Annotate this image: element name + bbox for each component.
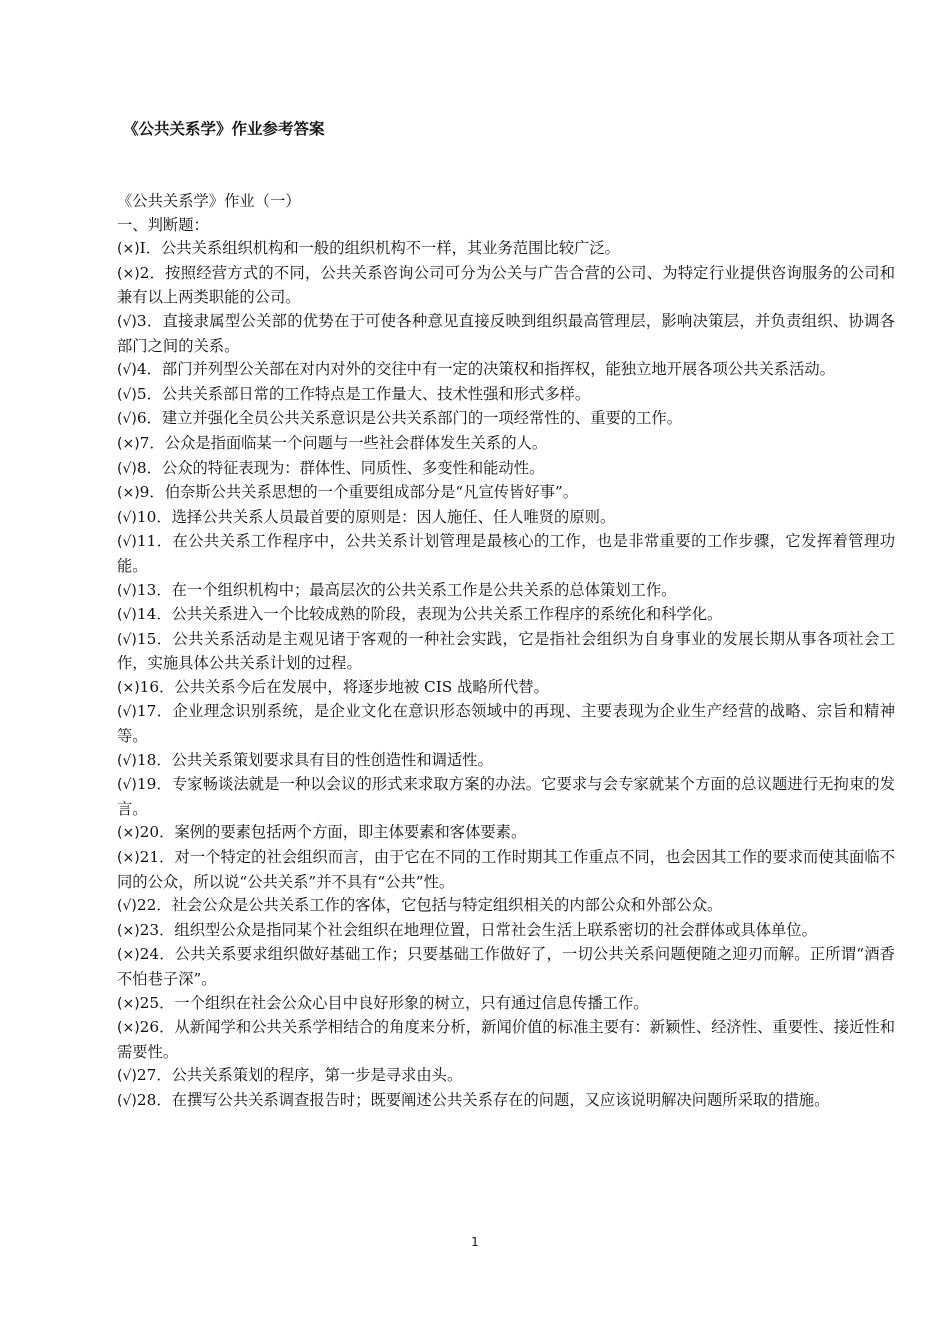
list-item bbox=[117, 481, 895, 506]
item-number: 13． bbox=[136, 580, 172, 599]
item-number: 14． bbox=[136, 605, 172, 624]
list-item bbox=[117, 457, 895, 482]
item-text: 公共关系要求组织做好基础工作；只要基础工作做好了，一切公共关系问题便随之迎刃而解。正所谓“酒香不怕巷子深”。 bbox=[117, 945, 895, 988]
answer-mark: (√) bbox=[117, 386, 137, 403]
answer-mark: (×) bbox=[117, 485, 140, 502]
answer-mark: (√) bbox=[117, 534, 137, 551]
list-item bbox=[117, 262, 895, 310]
answer-mark: (×) bbox=[117, 265, 140, 282]
answer-mark: (×) bbox=[117, 1020, 140, 1037]
answer-mark: (√) bbox=[117, 582, 137, 599]
answer-mark: (√) bbox=[117, 777, 137, 794]
list-item bbox=[117, 358, 895, 383]
document-title: 《公共关系学》作业参考答案 bbox=[123, 120, 325, 138]
list-item bbox=[117, 749, 895, 774]
item-number: 5． bbox=[136, 384, 162, 403]
answer-mark: (√) bbox=[117, 898, 137, 915]
item-text: 企业理念识别系统，是企业文化在意识形态领域中的再现、主要表现为企业生产经营的战略、宗旨和精神等。 bbox=[117, 702, 895, 746]
item-number: 6． bbox=[136, 409, 162, 428]
answer-mark: (√) bbox=[117, 411, 137, 428]
item-number: 3． bbox=[136, 311, 163, 330]
list-item bbox=[117, 310, 895, 358]
list-item bbox=[117, 1064, 895, 1089]
item-number: 27． bbox=[136, 1066, 172, 1085]
item-number: 16． bbox=[139, 677, 175, 696]
item-number: 28． bbox=[136, 1090, 172, 1109]
question-list bbox=[117, 237, 895, 1113]
answer-mark: (×) bbox=[117, 241, 140, 258]
item-number: 26． bbox=[139, 1018, 175, 1037]
list-item bbox=[117, 846, 895, 894]
item-number: 7． bbox=[139, 433, 165, 452]
item-text: 公共关系策划的程序，第一步是寻求由头。 bbox=[171, 1066, 463, 1085]
list-item bbox=[117, 919, 895, 944]
item-text: 公众是指面临某一个问题与一些社会群体发生关系的人。 bbox=[164, 433, 548, 452]
list-item bbox=[117, 773, 895, 821]
answer-mark: (×) bbox=[117, 995, 140, 1012]
list-item bbox=[117, 700, 895, 748]
item-number: I． bbox=[139, 239, 161, 258]
item-text: 专家畅谈法就是一种以会议的形式来求取方案的办法。它要求与会专家就某个方面的总议题进行无拘束的发言。 bbox=[117, 775, 895, 818]
list-item bbox=[117, 579, 895, 604]
item-number: 20． bbox=[139, 823, 175, 842]
item-text: 伯奈斯公共关系思想的一个重要组成部分是“凡宣传皆好事”。 bbox=[164, 483, 579, 502]
answer-mark: (×) bbox=[117, 679, 140, 696]
document-body bbox=[117, 190, 895, 1114]
answer-mark: (√) bbox=[117, 460, 137, 477]
list-item bbox=[117, 894, 895, 919]
list-item bbox=[117, 992, 895, 1017]
item-text: 按照经营方式的不同，公共关系咨询公司可分为公关与广告合营的公司、为特定行业提供咨询服务的公司和兼有以上两类职能的公司。 bbox=[117, 263, 895, 307]
list-item bbox=[117, 676, 895, 701]
answer-mark: (√) bbox=[117, 752, 137, 769]
part-heading: 一、判断题： bbox=[117, 215, 209, 234]
list-item bbox=[117, 1089, 895, 1114]
item-number: 8． bbox=[136, 458, 162, 477]
answer-mark: (×) bbox=[117, 850, 140, 867]
item-text: 在一个组织机构中；最高层次的公共关系工作是公共关系的总体策划工作。 bbox=[171, 580, 677, 599]
item-text: 一个组织在社会公众心目中良好形象的树立，只有通过信息传播工作。 bbox=[174, 993, 649, 1012]
list-item bbox=[117, 432, 895, 457]
item-number: 15． bbox=[136, 629, 173, 648]
item-text: 公共关系活动是主观见诸于客观的一种社会实践，它是指社会组织为自身事业的发展长期从事各项社会工作，实施具体公共关系计划的过程。 bbox=[117, 629, 895, 673]
list-item bbox=[117, 506, 895, 531]
item-number: 11． bbox=[136, 532, 173, 551]
item-text: 对一个特定的社会组织而言，由于它在不同的工作时期其工作重点不同，也会因其工作的要求而使其面临不同的公众，所以说“公共关系”并不具有“公共”性。 bbox=[117, 848, 895, 891]
list-item bbox=[117, 603, 895, 628]
item-number: 4． bbox=[136, 360, 162, 379]
item-text: 建立并强化全员公共关系意识是公共关系部门的一项经常性的、重要的工作。 bbox=[161, 409, 682, 428]
item-number: 19． bbox=[136, 775, 172, 794]
item-text: 从新闻学和公共关系学相结合的角度来分析，新闻价值的标准主要有：新颖性、经济性、重要性、接近性和需要性。 bbox=[117, 1018, 895, 1061]
item-number: 9． bbox=[139, 483, 165, 502]
item-text: 公共关系今后在发展中，将逐步地被 CIS 战略所代替。 bbox=[174, 677, 549, 696]
item-text: 公共关系组织机构和一般的组织机构不一样，其业务范围比较广泛。 bbox=[161, 239, 620, 258]
item-text: 部门并列型公关部在对内对外的交往中有一定的决策权和指挥权，能独立地开展各项公共关系活动。 bbox=[161, 360, 835, 379]
answer-mark: (×) bbox=[117, 922, 140, 939]
list-item bbox=[117, 530, 895, 578]
item-text: 公共关系进入一个比较成熟的阶段，表现为公共关系工作程序的系统化和科学化。 bbox=[171, 605, 723, 624]
item-text: 选择公共关系人员最首要的原则是：因人施任、任人唯贤的原则。 bbox=[171, 507, 616, 526]
page-number: 1 bbox=[471, 1235, 479, 1249]
answer-mark: (√) bbox=[117, 1092, 137, 1109]
item-text: 公共关系策划要求具有目的性创造性和调适性。 bbox=[171, 750, 493, 769]
item-text: 组织型公众是指同某个社会组织在地理位置，日常社会生活上联系密切的社会群体或具体单位。 bbox=[174, 920, 817, 939]
item-number: 21． bbox=[139, 848, 175, 867]
answer-mark: (×) bbox=[117, 435, 140, 452]
item-text: 公众的特征表现为：群体性、同质性、多变性和能动性。 bbox=[161, 458, 545, 477]
item-number: 2． bbox=[139, 263, 166, 282]
answer-mark: (√) bbox=[117, 1068, 137, 1085]
item-number: 23． bbox=[139, 920, 175, 939]
list-item bbox=[117, 407, 895, 432]
item-number: 18． bbox=[136, 750, 172, 769]
item-text: 直接隶属型公关部的优势在于可使各种意见直接反映到组织最高管理层，影响决策层，并负责组织、协调各部门之间的关系。 bbox=[117, 311, 895, 355]
item-number: 24． bbox=[139, 945, 175, 964]
list-item bbox=[117, 943, 895, 991]
item-number: 25． bbox=[139, 993, 175, 1012]
list-item bbox=[117, 821, 895, 846]
item-text: 案例的要素包括两个方面，即主体要素和客体要素。 bbox=[174, 823, 527, 842]
answer-mark: (√) bbox=[117, 509, 137, 526]
item-text: 在撰写公共关系调查报告时；既要阐述公共关系存在的问题，又应该说明解决问题所采取的措施。 bbox=[171, 1090, 830, 1109]
item-number: 22． bbox=[136, 896, 172, 915]
item-number: 17． bbox=[136, 702, 173, 721]
item-number: 10． bbox=[136, 507, 172, 526]
answer-mark: (√) bbox=[117, 313, 137, 330]
answer-mark: (×) bbox=[117, 825, 140, 842]
list-item bbox=[117, 1016, 895, 1064]
section-title: 《公共关系学》作业（一） bbox=[117, 192, 301, 210]
list-item bbox=[117, 628, 895, 676]
list-item bbox=[117, 237, 895, 262]
answer-mark: (√) bbox=[117, 631, 137, 648]
item-text: 社会公众是公共关系工作的客体，它包括与特定组织相关的内部公众和外部公众。 bbox=[171, 896, 723, 915]
answer-mark: (×) bbox=[117, 947, 140, 964]
answer-mark: (√) bbox=[117, 704, 137, 721]
item-text: 公共关系部日常的工作特点是工作量大、技术性强和形式多样。 bbox=[161, 384, 591, 403]
answer-mark: (√) bbox=[117, 362, 137, 379]
answer-mark: (√) bbox=[117, 607, 137, 624]
item-text: 在公共关系工作程序中，公共关系计划管理是最核心的工作，也是非常重要的工作步骤，它发挥着管理功能。 bbox=[117, 532, 895, 575]
list-item bbox=[117, 383, 895, 408]
